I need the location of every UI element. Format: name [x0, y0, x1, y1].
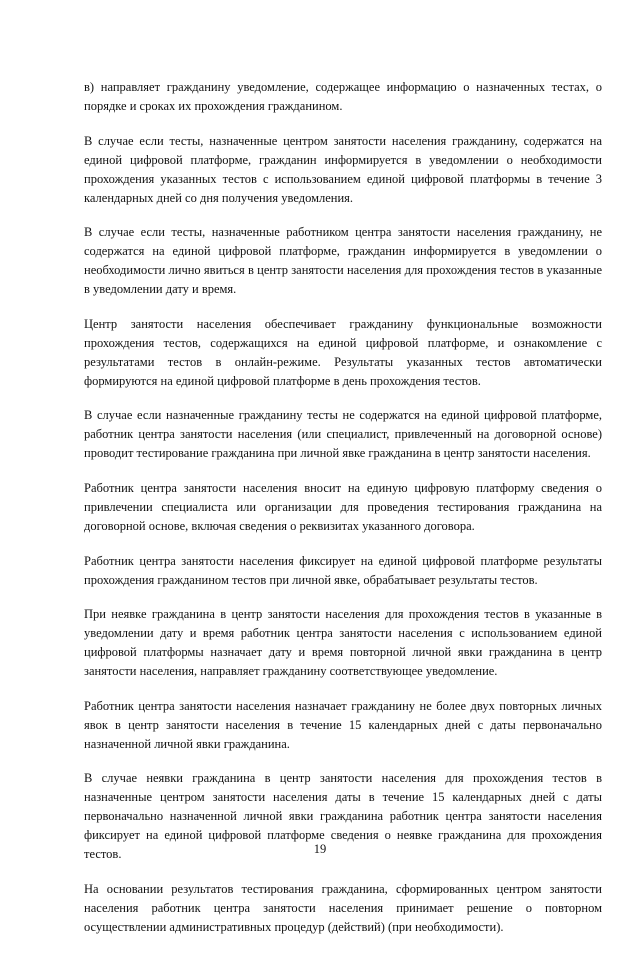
- paragraph-3: В случае если тесты, назначенные работником центра занятости населения гражданину, не содержатся на единой цифровой платформе, гражданин информируется в уведомлении о необходимости лично явиться в центр занятости населения для прохождения тестов в указанные в уведомлении дату и время.: [84, 225, 602, 297]
- paragraph-10: В случае неявки гражданина в центр занятости населения для прохождения тестов в назначенные центром занятости населения даты в течение 15 календарных дней с даты первоначально назначенной личной явки гражданина работник центра занятости населения фиксирует на единой цифровой платформе сведения о неявке гражданина для прохождения тестов.: [84, 771, 602, 862]
- paragraph-8: При неявке гражданина в центр занятости населения для прохождения тестов в указанные в уведомлении дату и время работник центра занятости населения с использованием единой цифровой платформы назначает дату и время повторной личной явки гражданина в центр занятости населения, направляет гражданину соответствующее уведомление.: [84, 607, 602, 679]
- paragraph-9: Работник центра занятости населения назначает гражданину не более двух повторных личных явок в центр занятости населения в течение 15 календарных дней с даты первоначально назначенной личной явки гражданина.: [84, 698, 602, 751]
- page-number: 19: [313, 842, 327, 856]
- paragraph-7: Работник центра занятости населения фиксирует на единой цифровой платформе результаты прохождения гражданином тестов при личной явке, обрабатывает результаты тестов.: [84, 553, 602, 587]
- paragraph-4: Центр занятости населения обеспечивает гражданину функциональные возможности прохождения тестов, содержащихся на единой цифровой платформе, и ознакомление с результатами тестов в онлайн-режиме. Результаты указанных тестов автоматически формируются на единой цифровой платформе в день прохождения тестов.: [84, 316, 602, 388]
- document-body: [84, 78, 602, 953]
- paragraph-2: В случае если тесты, назначенные центром занятости населения гражданину, содержатся на единой цифровой платформе, гражданин информируется в уведомлении о необходимости прохождения указанных тестов с использованием единой цифровой платформы в течение 3 календарных дней со дня получения уведомления.: [84, 133, 602, 205]
- paragraph-11: На основании результатов тестирования гражданина, сформированных центром занятости населения работник центра занятости населения принимает решение о повторном осуществлении административных процедур (действий) (при необходимости).: [84, 881, 602, 934]
- paragraph-6: Работник центра занятости населения вносит на единую цифровую платформу сведения о привлечении специалиста или организации для проведения тестирования гражданина на договорной основе, включая сведения о реквизитах указанного договора.: [84, 480, 602, 533]
- paragraph-5: В случае если назначенные гражданину тесты не содержатся на единой цифровой платформе, работник центра занятости населения (или специалист, привлеченный на договорной основе) проводит тестирование гражданина при личной явке гражданина в центр занятости населения.: [84, 408, 602, 461]
- paragraph-1: в) направляет гражданину уведомление, содержащее информацию о назначенных тестах, о порядке и сроках их прохождения гражданином.: [84, 80, 602, 113]
